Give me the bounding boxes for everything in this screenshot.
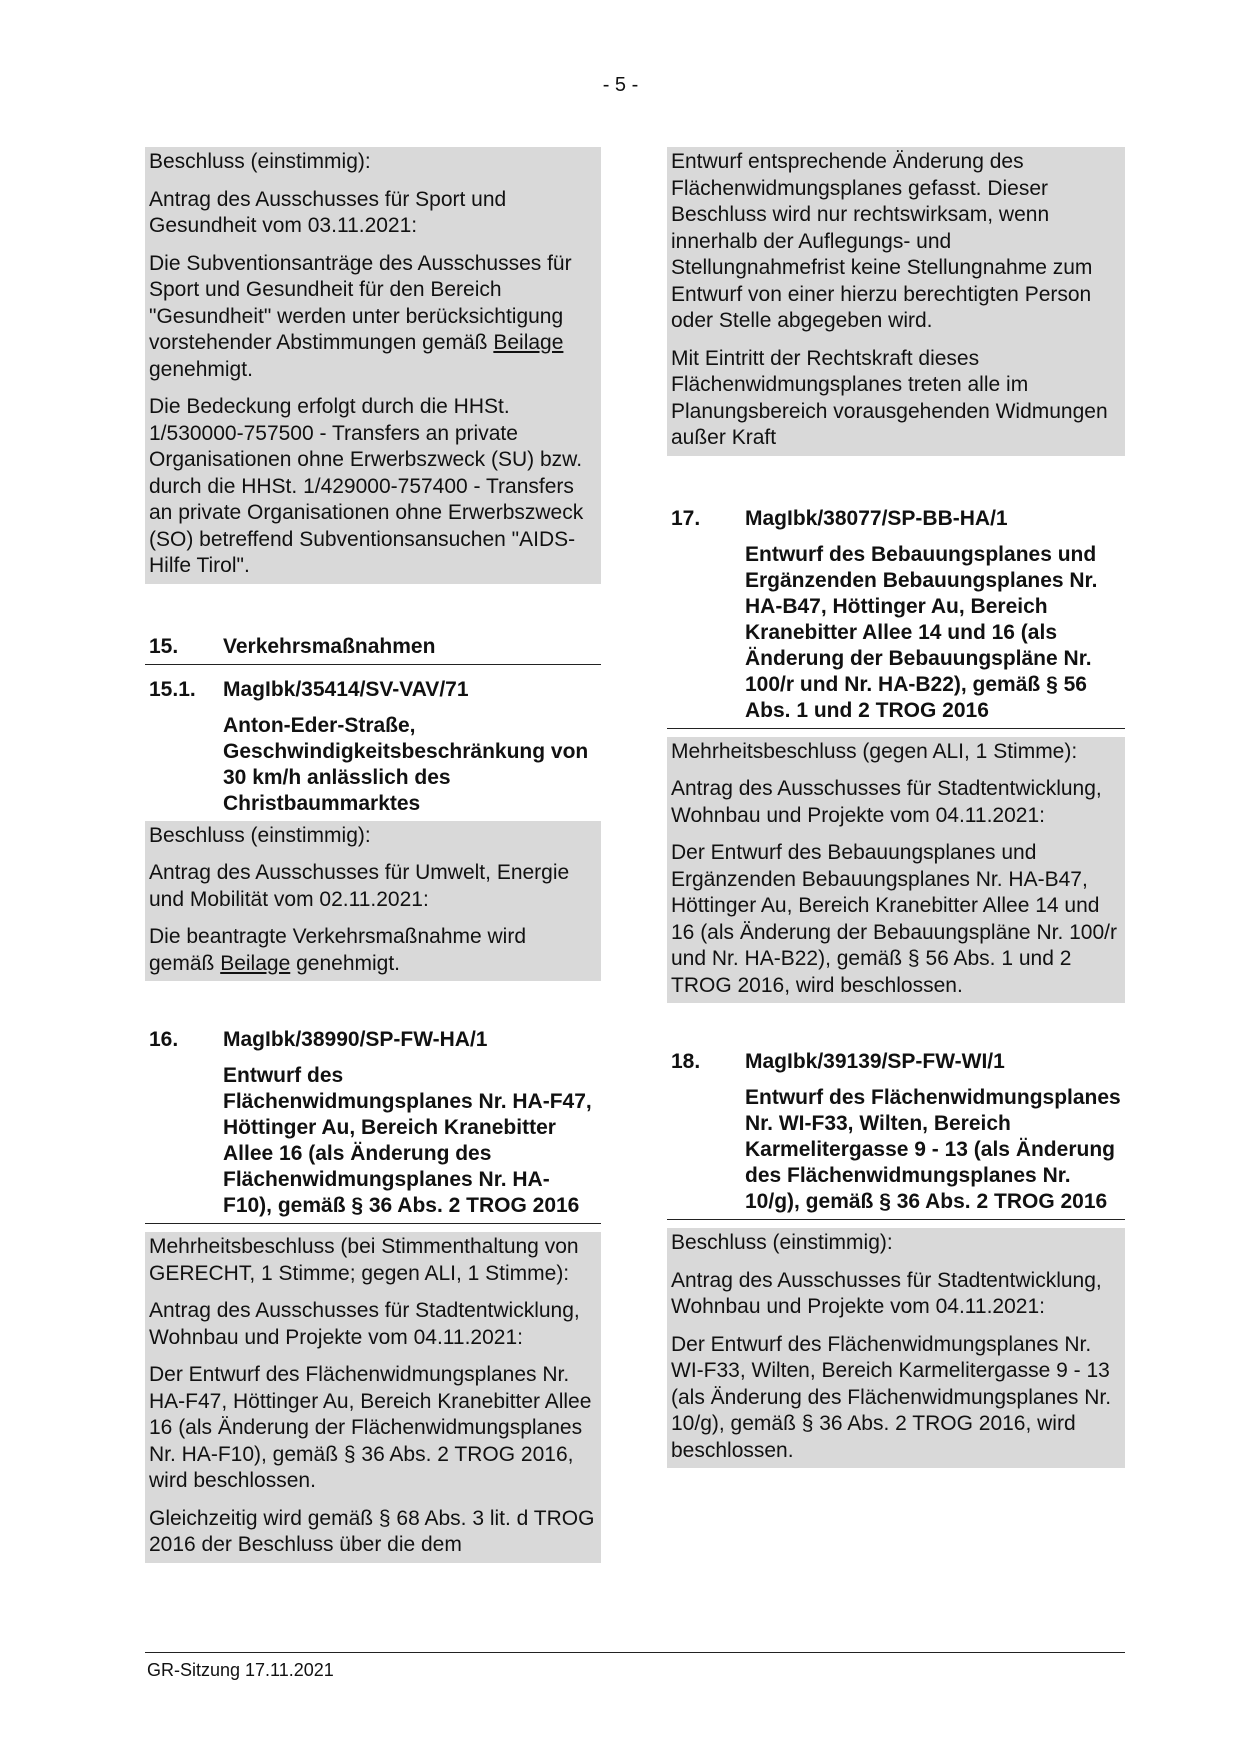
resolution-text: Die beantragte Verkehrsmaßnahme wird gemäß Beilage genehmigt. bbox=[149, 925, 527, 975]
decision-block-sport bbox=[145, 147, 601, 584]
decision-type: Beschluss (einstimmig): bbox=[149, 150, 371, 173]
item-code: MagIbk/38990/SP-FW-HA/1 bbox=[223, 1028, 488, 1051]
decision-type: Beschluss (einstimmig): bbox=[671, 1231, 893, 1254]
agenda-item-17: 17. MagIbk/38077/SP-BB-HA/1 bbox=[671, 506, 1008, 530]
decision-block-traffic bbox=[145, 821, 601, 982]
agenda-item-18: 18. MagIbk/39139/SP-FW-WI/1 bbox=[671, 1050, 1005, 1073]
item-title: Verkehrsmaßnahmen bbox=[223, 634, 436, 658]
resolution-text: Die Subventionsanträge des Ausschusses für Sport und Gesundheit für den Bereich "Gesundheit" werden unter berücksichtigung vorstehender Abstimmungen gemäß Beilage genehmigt. bbox=[149, 251, 572, 381]
item-code: MagIbk/39139/SP-FW-WI/1 bbox=[745, 1050, 1005, 1073]
resolution-text: Der Entwurf des Bebauungsplanes und Ergänzenden Bebauungsplanes Nr. HA-B47, Höttinger Au, Bereich Kranebitter Allee 14 und 16 (als Änderung der Bebauungspläne Nr. 100/r und Nr. HA-B22), gemäß § 56 Abs. 1 und 2 TROG 2016, wird beschlossen. bbox=[671, 841, 1117, 997]
decision-type: Beschluss (einstimmig): bbox=[149, 823, 371, 847]
item-subject: Entwurf des Flächenwidmungsplanes Nr. WI-F33, Wilten, Bereich Karmelitergasse 9 - 13 (als Änderung des Flächenwidmungsplanes Nr. 10/g), gemäß § 36 Abs. 2 TROG 2016 bbox=[667, 1085, 1125, 1220]
agenda-item-15-1: 15.1. MagIbk/35414/SV-VAV/71 bbox=[149, 677, 469, 701]
left-column bbox=[145, 147, 601, 1563]
decision-block-16-continued bbox=[667, 147, 1125, 456]
agenda-item-15: 15. Verkehrsmaßnahmen bbox=[145, 634, 601, 665]
resolution-continued: Entwurf entsprechende Änderung des Flächenwidmungsplanes gefasst. Dieser Beschluss wird nur rechtswirksam, wenn innerhalb der Auflegungs- und Stellungnahmefrist keine Stellungnahme zum Entwurf von einer hierzu berechtigten Person oder Stelle abgegeben wird. bbox=[671, 150, 1093, 332]
footer-rule bbox=[145, 1652, 1125, 1653]
legal-effect-text: Mit Eintritt der Rechtskraft dieses Flächenwidmungsplanes treten alle im Planungsbereich vorausgehenden Widmungen außer Kraft bbox=[671, 346, 1108, 449]
item-subject: Anton-Eder-Straße, Geschwindigkeitsbeschränkung von 30 km/h anlässlich des Christbaummarktes bbox=[223, 713, 589, 815]
footer-text: GR-Sitzung 17.11.2021 bbox=[147, 1660, 334, 1680]
resolution-continued: Gleichzeitig wird gemäß § 68 Abs. 3 lit. d TROG 2016 der Beschluss über die dem bbox=[149, 1506, 595, 1556]
coverage-text: Die Bedeckung erfolgt durch die HHSt. 1/530000-757500 - Transfers an private Organisationen ohne Erwerbszweck (SU) bzw. durch die HHSt. 1/429000-757400 - Transfers an private Organisationen ohne Erwerbszweck (SO) betreffend Subventionsansuchen "AIDS-Hilfe Tirol". bbox=[149, 395, 584, 577]
motion-text: Antrag des Ausschusses für Stadtentwicklung, Wohnbau und Projekte vom 04.11.2021: bbox=[671, 777, 1102, 827]
decision-type: Mehrheitsbeschluss (bei Stimmenthaltung von GERECHT, 1 Stimme; gegen ALI, 1 Stimme): bbox=[149, 1235, 579, 1285]
item-code: MagIbk/35414/SV-VAV/71 bbox=[223, 677, 469, 701]
beilage-link[interactable]: Beilage bbox=[493, 331, 564, 354]
item-subject: Entwurf des Bebauungsplanes und Ergänzenden Bebauungsplanes Nr. HA-B47, Höttinger Au, Bereich Kranebitter Allee 14 und 16 (als Änderung der Bebauungspläne Nr. 100/r und Nr. HA-B22), gemäß § 56 Abs. 1 und 2 TROG 2016 bbox=[667, 542, 1125, 729]
motion-text: Antrag des Ausschusses für Stadtentwicklung, Wohnbau und Projekte vom 04.11.2021: bbox=[149, 1299, 580, 1349]
resolution-text: Der Entwurf des Flächenwidmungsplanes Nr. HA-F47, Höttinger Au, Bereich Kranebitter Allee 16 (als Änderung der Flächenwidmungsplanes Nr. HA-F10), gemäß § 36 Abs. 2 TROG 2016, wird beschlossen. bbox=[149, 1363, 592, 1492]
decision-block-17 bbox=[667, 737, 1125, 1004]
motion-text: Antrag des Ausschusses für Sport und Gesundheit vom 03.11.2021: bbox=[149, 187, 507, 237]
right-column bbox=[667, 147, 1125, 1468]
resolution-text: Der Entwurf des Flächenwidmungsplanes Nr. WI-F33, Wilten, Bereich Karmelitergasse 9 - 13 (als Änderung des Flächenwidmungsplanes Nr. 10/g), gemäß § 36 Abs. 2 TROG 2016, wird beschlossen. bbox=[671, 1332, 1112, 1462]
motion-text: Antrag des Ausschusses für Stadtentwicklung, Wohnbau und Projekte vom 04.11.2021: bbox=[671, 1268, 1102, 1318]
item-code: MagIbk/38077/SP-BB-HA/1 bbox=[745, 506, 1008, 530]
decision-type: Mehrheitsbeschluss (gegen ALI, 1 Stimme): bbox=[671, 739, 1078, 763]
item-subject: Entwurf des Flächenwidmungsplanes Nr. HA-F47, Höttinger Au, Bereich Kranebitter Allee 16 (als Änderung des Flächenwidmungsplanes Nr. HA-F10), gemäß § 36 Abs. 2 TROG 2016 bbox=[145, 1063, 601, 1224]
page-number: - 5 - bbox=[602, 74, 639, 96]
decision-block-18 bbox=[667, 1228, 1125, 1468]
beilage-link[interactable]: Beilage bbox=[220, 951, 291, 975]
motion-text: Antrag des Ausschusses für Umwelt, Energie und Mobilität vom 02.11.2021: bbox=[149, 861, 570, 911]
decision-block-16 bbox=[145, 1232, 601, 1563]
agenda-item-16: 16. MagIbk/38990/SP-FW-HA/1 bbox=[149, 1028, 488, 1051]
